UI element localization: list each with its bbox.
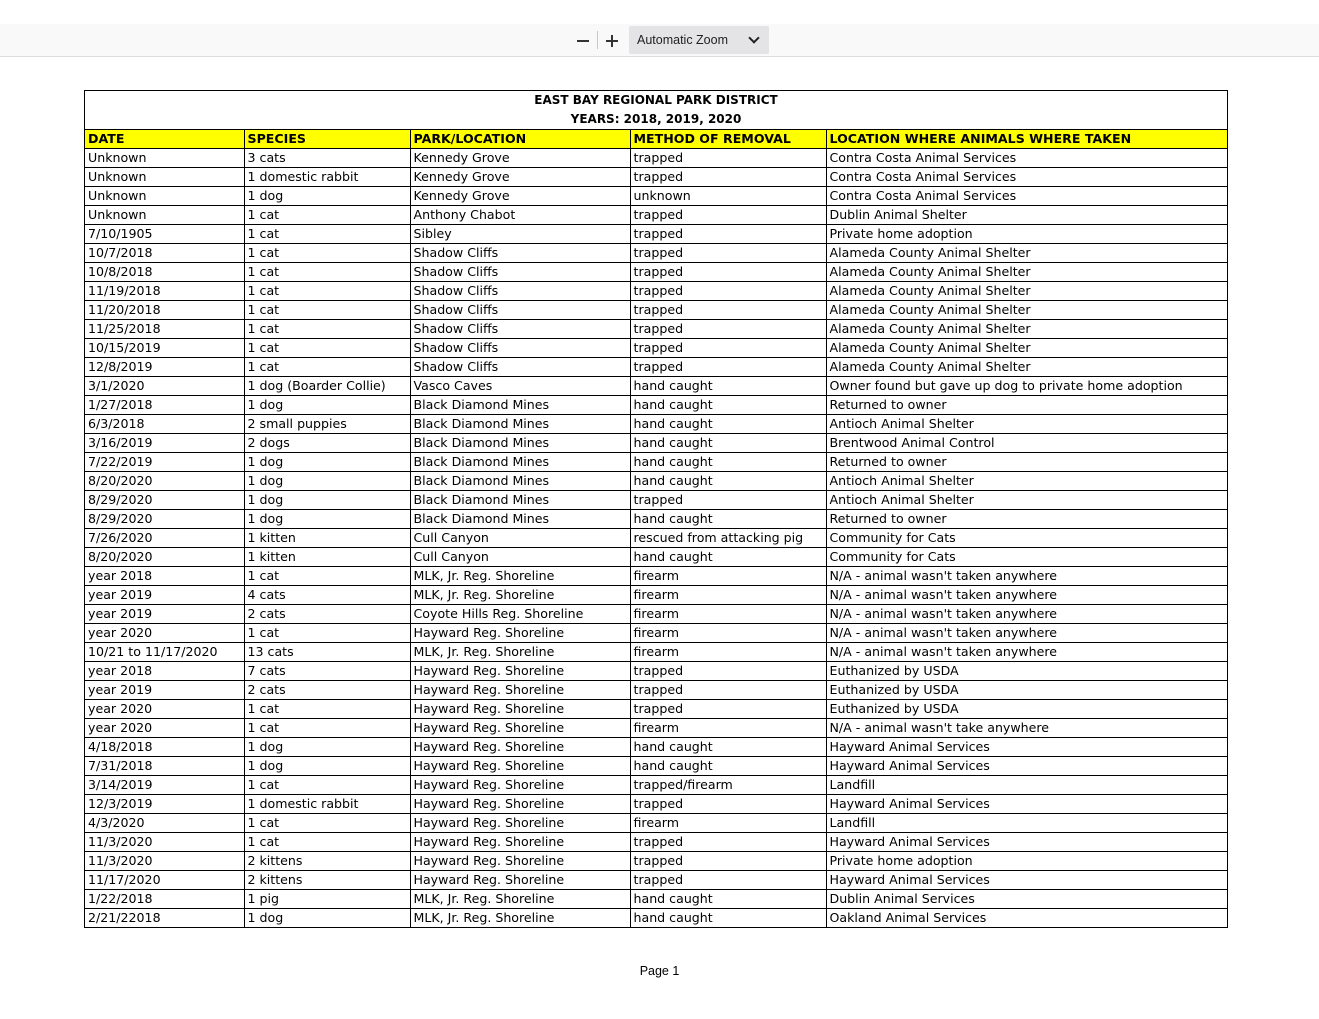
cell-location-taken: Alameda County Animal Shelter [826, 358, 1227, 377]
cell-species: 1 dog [244, 491, 410, 510]
cell-park-location: Shadow Cliffs [410, 282, 630, 301]
cell-location-taken: N/A - animal wasn't taken anywhere [826, 567, 1227, 586]
cell-method: trapped [630, 700, 826, 719]
cell-species: 7 cats [244, 662, 410, 681]
cell-date: year 2019 [85, 681, 244, 700]
table-row [85, 719, 1227, 738]
cell-species: 1 dog [244, 909, 410, 928]
cell-species: 2 dogs [244, 434, 410, 453]
cell-park-location: Kennedy Grove [410, 187, 630, 206]
table-row [85, 320, 1227, 339]
table-header-row [85, 130, 1227, 149]
cell-date: year 2020 [85, 719, 244, 738]
cell-location-taken: N/A - animal wasn't taken anywhere [826, 643, 1227, 662]
cell-date: 11/19/2018 [85, 282, 244, 301]
cell-location-taken: Hayward Animal Services [826, 757, 1227, 776]
cell-species: 2 cats [244, 605, 410, 624]
cell-date: 11/20/2018 [85, 301, 244, 320]
cell-species: 1 cat [244, 624, 410, 643]
table-row [85, 567, 1227, 586]
cell-method: trapped [630, 301, 826, 320]
header-species: SPECIES [244, 130, 410, 149]
cell-date: 10/8/2018 [85, 263, 244, 282]
cell-species: 1 kitten [244, 548, 410, 567]
zoom-in-button[interactable] [603, 30, 621, 50]
cell-park-location: Shadow Cliffs [410, 320, 630, 339]
table-row [85, 871, 1227, 890]
cell-location-taken: Community for Cats [826, 529, 1227, 548]
cell-date: 11/25/2018 [85, 320, 244, 339]
cell-species: 1 dog [244, 757, 410, 776]
cell-park-location: Kennedy Grove [410, 168, 630, 187]
cell-species: 1 cat [244, 263, 410, 282]
cell-date: 4/18/2018 [85, 738, 244, 757]
cell-date: year 2019 [85, 586, 244, 605]
cell-date: 12/3/2019 [85, 795, 244, 814]
cell-location-taken: Hayward Animal Services [826, 871, 1227, 890]
cell-park-location: Shadow Cliffs [410, 301, 630, 320]
cell-location-taken: Antioch Animal Shelter [826, 491, 1227, 510]
cell-date: 7/10/1905 [85, 225, 244, 244]
cell-date: 6/3/2018 [85, 415, 244, 434]
cell-method: hand caught [630, 738, 826, 757]
cell-method: trapped [630, 491, 826, 510]
cell-species: 1 cat [244, 282, 410, 301]
cell-location-taken: Landfill [826, 776, 1227, 795]
cell-method: trapped [630, 662, 826, 681]
cell-species: 2 cats [244, 681, 410, 700]
cell-date: 10/15/2019 [85, 339, 244, 358]
cell-park-location: MLK, Jr. Reg. Shoreline [410, 890, 630, 909]
cell-species: 1 cat [244, 776, 410, 795]
table-row [85, 491, 1227, 510]
table-row [85, 586, 1227, 605]
cell-park-location: Hayward Reg. Shoreline [410, 719, 630, 738]
table-row [85, 282, 1227, 301]
cell-species: 13 cats [244, 643, 410, 662]
cell-location-taken: Community for Cats [826, 548, 1227, 567]
cell-method: trapped [630, 681, 826, 700]
cell-species: 1 cat [244, 301, 410, 320]
cell-method: hand caught [630, 434, 826, 453]
cell-species: 1 cat [244, 567, 410, 586]
cell-park-location: Hayward Reg. Shoreline [410, 757, 630, 776]
table-row [85, 168, 1227, 187]
cell-method: hand caught [630, 757, 826, 776]
cell-park-location: Kennedy Grove [410, 149, 630, 168]
cell-park-location: Hayward Reg. Shoreline [410, 738, 630, 757]
zoom-select-label: Automatic Zoom [637, 33, 729, 47]
cell-location-taken: Contra Costa Animal Services [826, 149, 1227, 168]
table-row [85, 548, 1227, 567]
cell-park-location: Shadow Cliffs [410, 244, 630, 263]
cell-location-taken: Alameda County Animal Shelter [826, 244, 1227, 263]
table-row [85, 225, 1227, 244]
cell-location-taken: Brentwood Animal Control [826, 434, 1227, 453]
cell-method: firearm [630, 814, 826, 833]
cell-method: trapped [630, 282, 826, 301]
table-row [85, 700, 1227, 719]
cell-species: 1 dog [244, 187, 410, 206]
table-row [85, 833, 1227, 852]
cell-species: 1 cat [244, 225, 410, 244]
cell-park-location: Hayward Reg. Shoreline [410, 624, 630, 643]
cell-method: unknown [630, 187, 826, 206]
cell-date: year 2020 [85, 700, 244, 719]
cell-method: firearm [630, 719, 826, 738]
cell-method: hand caught [630, 453, 826, 472]
cell-method: trapped [630, 263, 826, 282]
table-row [85, 643, 1227, 662]
table-row [85, 187, 1227, 206]
cell-park-location: Hayward Reg. Shoreline [410, 700, 630, 719]
cell-species: 1 dog [244, 738, 410, 757]
cell-species: 1 dog [244, 472, 410, 491]
table-row [85, 396, 1227, 415]
cell-date: Unknown [85, 206, 244, 225]
cell-method: trapped [630, 244, 826, 263]
cell-method: rescued from attacking pig [630, 529, 826, 548]
cell-location-taken: Returned to owner [826, 453, 1227, 472]
table-row [85, 377, 1227, 396]
table-row [85, 890, 1227, 909]
cell-location-taken: Oakland Animal Services [826, 909, 1227, 928]
cell-method: hand caught [630, 890, 826, 909]
cell-date: Unknown [85, 187, 244, 206]
cell-location-taken: Returned to owner [826, 396, 1227, 415]
cell-method: trapped [630, 149, 826, 168]
cell-species: 1 dog [244, 396, 410, 415]
cell-location-taken: N/A - animal wasn't taken anywhere [826, 605, 1227, 624]
cell-species: 1 cat [244, 320, 410, 339]
table-row [85, 529, 1227, 548]
cell-method: hand caught [630, 472, 826, 491]
cell-species: 1 cat [244, 833, 410, 852]
cell-date: year 2020 [85, 624, 244, 643]
cell-park-location: Hayward Reg. Shoreline [410, 871, 630, 890]
cell-location-taken: Contra Costa Animal Services [826, 168, 1227, 187]
table-row [85, 472, 1227, 491]
cell-date: year 2019 [85, 605, 244, 624]
cell-park-location: Black Diamond Mines [410, 491, 630, 510]
cell-park-location: Coyote Hills Reg. Shoreline [410, 605, 630, 624]
cell-method: trapped [630, 320, 826, 339]
table-row [85, 149, 1227, 168]
table-row [85, 415, 1227, 434]
cell-method: hand caught [630, 510, 826, 529]
cell-location-taken: Hayward Animal Services [826, 738, 1227, 757]
cell-location-taken: Alameda County Animal Shelter [826, 320, 1227, 339]
cell-park-location: Cull Canyon [410, 548, 630, 567]
zoom-out-button[interactable] [574, 30, 592, 50]
table-row [85, 510, 1227, 529]
table-body [85, 149, 1227, 928]
cell-park-location: MLK, Jr. Reg. Shoreline [410, 567, 630, 586]
cell-location-taken: Euthanized by USDA [826, 662, 1227, 681]
table-row [85, 757, 1227, 776]
cell-method: trapped [630, 833, 826, 852]
cell-park-location: Vasco Caves [410, 377, 630, 396]
cell-location-taken: Dublin Animal Shelter [826, 206, 1227, 225]
cell-date: 8/29/2020 [85, 491, 244, 510]
table-row [85, 814, 1227, 833]
cell-location-taken: Contra Costa Animal Services [826, 187, 1227, 206]
cell-species: 4 cats [244, 586, 410, 605]
cell-method: trapped [630, 852, 826, 871]
cell-species: 1 pig [244, 890, 410, 909]
cell-date: 7/31/2018 [85, 757, 244, 776]
header-method-of-removal: METHOD OF REMOVAL [630, 130, 826, 149]
cell-park-location: Hayward Reg. Shoreline [410, 776, 630, 795]
cell-date: 10/7/2018 [85, 244, 244, 263]
cell-date: 12/8/2019 [85, 358, 244, 377]
cell-date: 1/22/2018 [85, 890, 244, 909]
cell-species: 1 cat [244, 339, 410, 358]
table-row [85, 681, 1227, 700]
chevron-down-icon [748, 32, 759, 43]
cell-date: 11/3/2020 [85, 833, 244, 852]
cell-date: 3/16/2019 [85, 434, 244, 453]
cell-date: 10/21 to 11/17/2020 [85, 643, 244, 662]
cell-park-location: Anthony Chabot [410, 206, 630, 225]
cell-method: trapped [630, 871, 826, 890]
cell-location-taken: Owner found but gave up dog to private home adoption [826, 377, 1227, 396]
document-page [84, 90, 1228, 928]
table-row [85, 339, 1227, 358]
cell-location-taken: Landfill [826, 814, 1227, 833]
cell-date: year 2018 [85, 567, 244, 586]
cell-method: firearm [630, 624, 826, 643]
cell-location-taken: Alameda County Animal Shelter [826, 339, 1227, 358]
cell-method: hand caught [630, 415, 826, 434]
cell-location-taken: Returned to owner [826, 510, 1227, 529]
table-row [85, 852, 1227, 871]
cell-park-location: Sibley [410, 225, 630, 244]
cell-park-location: Hayward Reg. Shoreline [410, 833, 630, 852]
table-row [85, 776, 1227, 795]
cell-method: hand caught [630, 548, 826, 567]
cell-park-location: Black Diamond Mines [410, 415, 630, 434]
toolbar-separator [597, 31, 598, 49]
cell-location-taken: Antioch Animal Shelter [826, 415, 1227, 434]
cell-species: 2 kittens [244, 852, 410, 871]
cell-method: trapped [630, 339, 826, 358]
cell-park-location: Black Diamond Mines [410, 434, 630, 453]
cell-method: hand caught [630, 396, 826, 415]
cell-date: year 2018 [85, 662, 244, 681]
cell-date: 7/22/2019 [85, 453, 244, 472]
table-row [85, 605, 1227, 624]
cell-date: 8/20/2020 [85, 548, 244, 567]
cell-species: 1 cat [244, 814, 410, 833]
cell-location-taken: N/A - animal wasn't taken anywhere [826, 624, 1227, 643]
cell-park-location: Hayward Reg. Shoreline [410, 795, 630, 814]
animal-removal-table [85, 129, 1227, 927]
cell-method: trapped [630, 168, 826, 187]
cell-method: firearm [630, 605, 826, 624]
cell-park-location: MLK, Jr. Reg. Shoreline [410, 909, 630, 928]
cell-method: hand caught [630, 909, 826, 928]
document-title: EAST BAY REGIONAL PARK DISTRICT [534, 93, 778, 107]
table-row [85, 358, 1227, 377]
cell-species: 1 domestic rabbit [244, 795, 410, 814]
cell-date: Unknown [85, 149, 244, 168]
cell-method: firearm [630, 567, 826, 586]
cell-location-taken: Hayward Animal Services [826, 795, 1227, 814]
cell-date: 2/21/22018 [85, 909, 244, 928]
table-row [85, 244, 1227, 263]
cell-species: 1 dog (Boarder Collie) [244, 377, 410, 396]
cell-park-location: Shadow Cliffs [410, 339, 630, 358]
cell-location-taken: Dublin Animal Services [826, 890, 1227, 909]
table-row [85, 301, 1227, 320]
header-location-taken: LOCATION WHERE ANIMALS WHERE TAKEN [826, 130, 1227, 149]
cell-date: 1/27/2018 [85, 396, 244, 415]
cell-method: trapped [630, 206, 826, 225]
cell-location-taken: Euthanized by USDA [826, 681, 1227, 700]
cell-location-taken: Alameda County Animal Shelter [826, 282, 1227, 301]
cell-method: trapped/firearm [630, 776, 826, 795]
cell-date: 11/17/2020 [85, 871, 244, 890]
cell-location-taken: Private home adoption [826, 852, 1227, 871]
cell-species: 2 kittens [244, 871, 410, 890]
cell-method: hand caught [630, 377, 826, 396]
cell-park-location: Shadow Cliffs [410, 263, 630, 282]
cell-method: trapped [630, 225, 826, 244]
cell-park-location: Cull Canyon [410, 529, 630, 548]
cell-location-taken: Alameda County Animal Shelter [826, 263, 1227, 282]
cell-park-location: Hayward Reg. Shoreline [410, 852, 630, 871]
document-subtitle: YEARS: 2018, 2019, 2020 [570, 112, 742, 126]
cell-park-location: Black Diamond Mines [410, 453, 630, 472]
table-row [85, 434, 1227, 453]
zoom-select[interactable] [629, 26, 769, 54]
cell-species: 1 cat [244, 244, 410, 263]
cell-date: 4/3/2020 [85, 814, 244, 833]
cell-species: 1 dog [244, 510, 410, 529]
page-number: Page 1 [639, 964, 680, 978]
table-row [85, 738, 1227, 757]
cell-species: 1 domestic rabbit [244, 168, 410, 187]
cell-location-taken: Alameda County Animal Shelter [826, 301, 1227, 320]
cell-method: trapped [630, 358, 826, 377]
cell-species: 1 cat [244, 206, 410, 225]
cell-date: 11/3/2020 [85, 852, 244, 871]
cell-location-taken: N/A - animal wasn't taken anywhere [826, 586, 1227, 605]
cell-location-taken: Euthanized by USDA [826, 700, 1227, 719]
cell-species: 1 kitten [244, 529, 410, 548]
cell-method: trapped [630, 795, 826, 814]
cell-park-location: MLK, Jr. Reg. Shoreline [410, 586, 630, 605]
cell-species: 1 cat [244, 700, 410, 719]
cell-date: 8/29/2020 [85, 510, 244, 529]
cell-location-taken: Hayward Animal Services [826, 833, 1227, 852]
header-date: DATE [85, 130, 244, 149]
cell-date: 3/1/2020 [85, 377, 244, 396]
cell-park-location: Shadow Cliffs [410, 358, 630, 377]
cell-species: 1 cat [244, 358, 410, 377]
cell-species: 1 cat [244, 719, 410, 738]
pdf-toolbar [0, 24, 1319, 57]
cell-date: 3/14/2019 [85, 776, 244, 795]
cell-species: 3 cats [244, 149, 410, 168]
cell-park-location: MLK, Jr. Reg. Shoreline [410, 643, 630, 662]
cell-park-location: Black Diamond Mines [410, 396, 630, 415]
table-row [85, 662, 1227, 681]
cell-method: firearm [630, 586, 826, 605]
cell-location-taken: Antioch Animal Shelter [826, 472, 1227, 491]
header-park-location: PARK/LOCATION [410, 130, 630, 149]
table-row [85, 909, 1227, 928]
cell-park-location: Black Diamond Mines [410, 472, 630, 491]
cell-location-taken: N/A - animal wasn't take anywhere [826, 719, 1227, 738]
table-row [85, 795, 1227, 814]
cell-date: 8/20/2020 [85, 472, 244, 491]
cell-species: 2 small puppies [244, 415, 410, 434]
cell-date: Unknown [85, 168, 244, 187]
cell-park-location: Hayward Reg. Shoreline [410, 814, 630, 833]
table-row [85, 206, 1227, 225]
table-row [85, 624, 1227, 643]
cell-date: 7/26/2020 [85, 529, 244, 548]
table-row [85, 453, 1227, 472]
cell-location-taken: Private home adoption [826, 225, 1227, 244]
cell-species: 1 dog [244, 453, 410, 472]
cell-park-location: Hayward Reg. Shoreline [410, 662, 630, 681]
cell-park-location: Hayward Reg. Shoreline [410, 681, 630, 700]
cell-method: firearm [630, 643, 826, 662]
cell-park-location: Black Diamond Mines [410, 510, 630, 529]
table-row [85, 263, 1227, 282]
